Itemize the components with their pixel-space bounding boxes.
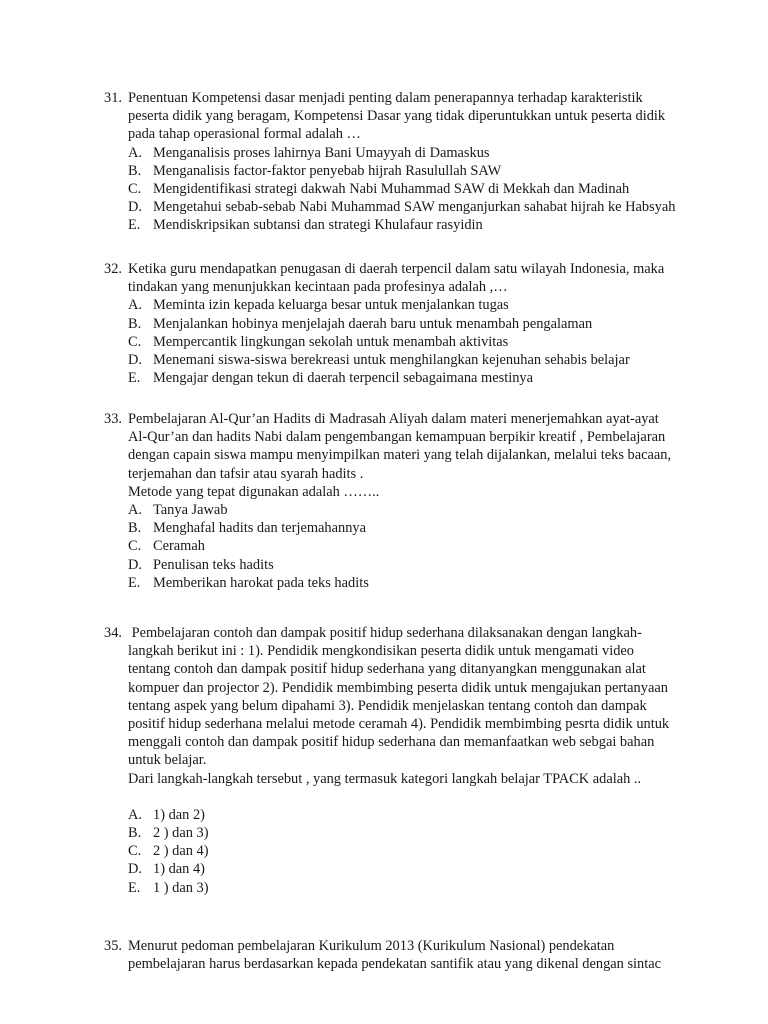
- stem-line: kompuer dan projector 2). Pendidik membimbing peserta didik untuk mengajukan pertanyaan: [128, 679, 668, 696]
- option-text: 1) dan 4): [153, 861, 205, 878]
- option-letter: E.: [128, 879, 141, 896]
- option-letter: B.: [128, 315, 142, 332]
- option-letter: D.: [128, 352, 142, 369]
- option-letter: C.: [128, 538, 142, 555]
- stem-line: menggali contoh dan dampak positif hidup sederhana dan memanfaatkan web sebgai bahan: [128, 734, 655, 751]
- option-a: [128, 806, 704, 824]
- question-number: 34.: [104, 625, 122, 641]
- option-letter: C.: [128, 333, 142, 350]
- option-text: 1 ) dan 3): [153, 879, 209, 896]
- stem-line: Pembelajaran contoh dan dampak positif hidup sederhana dilaksanakan dengan langkah-: [128, 625, 642, 641]
- question-stem: [104, 89, 704, 144]
- option-letter: D.: [128, 861, 142, 878]
- option-letter: E.: [128, 574, 141, 591]
- question-34: [104, 624, 704, 897]
- option-text: Mempercantik lingkungan sekolah untuk menambah aktivitas: [153, 333, 509, 350]
- stem-line: peserta didik yang beragam, Kompetensi Dasar yang tidak diperuntukkan untuk peserta didik: [128, 108, 666, 125]
- option-letter: E.: [128, 370, 141, 387]
- option-c: [128, 333, 704, 351]
- option-d: [128, 198, 704, 216]
- stem-line: terjemahan dan tafsir atau syarah hadits .: [128, 465, 364, 482]
- question-31: [104, 89, 704, 235]
- option-letter: C.: [128, 843, 142, 860]
- option-b: [128, 315, 704, 333]
- option-letter: D.: [128, 556, 142, 573]
- option-text: Menemani siswa-siswa berekreasi untuk menghilangkan kejenuhan sehabis belajar: [153, 352, 630, 369]
- option-letter: A.: [128, 806, 142, 823]
- option-a: [128, 501, 704, 519]
- stem-line: langkah berikut ini : 1). Pendidik mengkondisikan peserta didik untuk mengamati video: [128, 643, 634, 660]
- stem-line: Ketika guru mendapatkan penugasan di daerah terpencil dalam satu wilayah Indonesia, maka: [128, 261, 665, 277]
- option-text: Memberikan harokat pada teks hadits: [153, 574, 369, 591]
- answer-options: [104, 501, 704, 592]
- option-text: Menganalisis proses lahirnya Bani Umayyah di Damaskus: [153, 144, 490, 161]
- option-text: Ceramah: [153, 538, 205, 555]
- option-letter: E.: [128, 217, 141, 234]
- question-number: 33.: [104, 411, 122, 427]
- answer-options: [104, 806, 704, 897]
- stem-line: dengan capain siswa mampu menyimpilkan materi yang telah dijalankan, melalui teks bacaan,: [128, 447, 672, 464]
- option-d: [128, 556, 704, 574]
- option-text: Mengetahui sebab-sebab Nabi Muhammad SAW menganjurkan sahabat hijrah ke Habsyah: [153, 199, 676, 216]
- stem-line: tentang contoh dan dampak positif hidup sederhana yang ditanyangkan menggunakan alat: [128, 661, 646, 678]
- answer-options: [104, 144, 704, 235]
- option-letter: B.: [128, 520, 142, 537]
- option-text: Meminta izin kepada keluarga besar untuk menjalankan tugas: [153, 297, 509, 314]
- option-text: Penulisan teks hadits: [153, 556, 274, 573]
- spacer: [104, 788, 704, 806]
- question-number: 31.: [104, 90, 122, 106]
- option-text: 1) dan 2): [153, 806, 205, 823]
- stem-prompt: Metode yang tepat digunakan adalah ……..: [128, 483, 380, 500]
- question-number: 32.: [104, 261, 122, 277]
- option-letter: A.: [128, 297, 142, 314]
- question-32: [104, 260, 704, 387]
- stem-line: pembelajaran harus berdasarkan kepada pendekatan santifik atau yang dikenal dengan sintac: [128, 956, 662, 973]
- question-33: [104, 410, 704, 592]
- answer-options: [104, 296, 704, 387]
- option-e: [128, 574, 704, 592]
- option-e: [128, 879, 704, 897]
- option-d: [128, 351, 704, 369]
- question-stem: [104, 937, 704, 973]
- stem-prompt: Dari langkah-langkah tersebut , yang termasuk kategori langkah belajar TPACK adalah ..: [128, 770, 642, 787]
- option-e: [128, 369, 704, 387]
- option-letter: A.: [128, 144, 142, 161]
- question-stem: [104, 260, 704, 296]
- stem-line: tindakan yang menunjukkan kecintaan pada profesinya adalah ,…: [128, 279, 508, 296]
- question-stem: [104, 410, 704, 501]
- option-text: 2 ) dan 3): [153, 825, 209, 842]
- option-text: Mengidentifikasi strategi dakwah Nabi Muhammad SAW di Mekkah dan Madinah: [153, 181, 630, 198]
- stem-line: Menurut pedoman pembelajaran Kurikulum 2013 (Kurikulum Nasional) pendekatan: [128, 938, 615, 954]
- option-c: [128, 180, 704, 198]
- option-a: [128, 296, 704, 314]
- stem-line: tentang aspek yang belum dipahami 3). Pendidik menjelaskan tentang contoh dan dampak: [128, 697, 647, 714]
- option-letter: A.: [128, 502, 142, 519]
- question-35: [104, 937, 704, 973]
- option-letter: D.: [128, 199, 142, 216]
- option-d: [128, 860, 704, 878]
- stem-line: Al-Qur’an dan hadits Nabi dalam pengembangan kemampuan berpikir kreatif , Pembelajaran: [128, 429, 666, 446]
- stem-line: Penentuan Kompetensi dasar menjadi penting dalam penerapannya terhadap karakteristik: [128, 90, 643, 106]
- option-text: Menghafal hadits dan terjemahannya: [153, 520, 366, 537]
- stem-line: positif hidup sederhana melalui metode ceramah 4). Pendidik membimbing pesrta didik untuk: [128, 716, 670, 733]
- option-text: Menganalisis factor-faktor penyebab hijrah Rasulullah SAW: [153, 162, 502, 179]
- option-text: Mendiskripsikan subtansi dan strategi Khulafaur rasyidin: [153, 217, 483, 234]
- option-c: [128, 537, 704, 555]
- stem-line: untuk belajar.: [128, 752, 207, 769]
- option-a: [128, 144, 704, 162]
- option-letter: B.: [128, 825, 142, 842]
- option-letter: C.: [128, 181, 142, 198]
- option-b: [128, 519, 704, 537]
- option-b: [128, 162, 704, 180]
- stem-line: pada tahap operasional formal adalah …: [128, 126, 361, 143]
- stem-line: Pembelajaran Al-Qur’an Hadits di Madrasah Aliyah dalam materi menerjemahkan ayat-ayat: [128, 411, 659, 427]
- option-text: 2 ) dan 4): [153, 843, 209, 860]
- option-b: [128, 824, 704, 842]
- question-stem: [104, 624, 704, 788]
- option-e: [128, 216, 704, 234]
- option-letter: B.: [128, 162, 142, 179]
- option-c: [128, 842, 704, 860]
- option-text: Menjalankan hobinya menjelajah daerah baru untuk menambah pengalaman: [153, 315, 593, 332]
- option-text: Tanya Jawab: [153, 502, 228, 519]
- question-number: 35.: [104, 938, 122, 954]
- option-text: Mengajar dengan tekun di daerah terpencil sebagaimana mestinya: [153, 370, 533, 387]
